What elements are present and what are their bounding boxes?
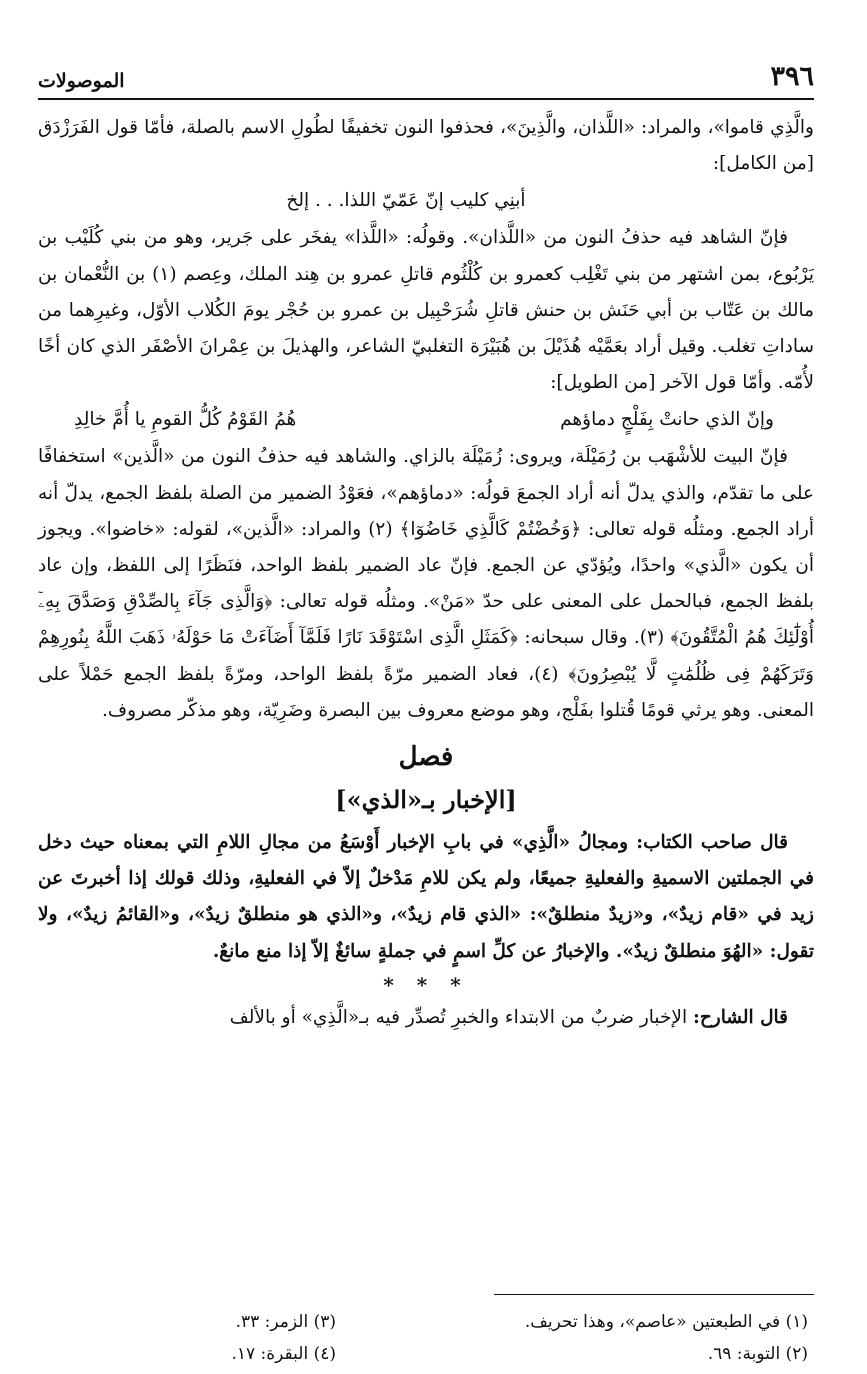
paragraph-3: فإنّ البيت للأشْهَب بن رُمَيْلَة، ويروى: زُمَيْلَة بالزاي. والشاهد فيه حذفُ النون من «الَّذين» استخفافًا على ما تقدّم، والذي يدلّ أنه أراد الجمعَ قولُه: «دماؤهم»، فعَوْدُ الضمير من الصلة بلفظ الجمع، يدلّ أنه أراد الجمع. ومثلُه قوله تعالى: ﴿وَخُضْتُمْ كَالَّذِي خَاضُوٓا﴾ (٢) والمراد: «الَّذين»، لقوله: «خاضوا». ويجوز أن يكون «الَّذي» واحدًا، ويُؤدّي عن الجمع. فإنّ عاد الضمير بلفظ الواحد، فنَظَرًا إلى اللفظ، وإن عاد بلفظ الجمع، فبالحمل على المعنى على حدّ «مَنْ». ومثلُه قوله تعالى: ﴿وَالَّذِى جَآءَ بِالصِّدْقِ وَصَدَّقَ بِهِۦٓ أُوْلَٰٓئِكَ هُمُ الْمُتَّقُونَ﴾ (٣). وقال سبحانه: ﴿كَمَثَلِ الَّذِى اسْتَوْقَدَ نَارًا فَلَمَّآ أَضَآءَتْ مَا حَوْلَهُۥ ذَهَبَ اللَّهُ بِنُورِهِمْ وَتَرَكَهُمْ فِى ظُلُمَٰتٍ لَّا يُبْصِرُونَ﴾ (٤)، فعاد الضمير مرّةً بلفظ الواحد، ومرّةً بلفظ الجمع حَمْلاً على المعنى. وهو يرثي قومًا قُتلوا بفَلْج، وهو موضع معروف بين البصرة وضَرِيّة، وهو مذكّر مصروف. xyxy=(38,446,814,721)
footnote-separator xyxy=(494,1294,814,1295)
page-number: ٣٩٦ xyxy=(770,61,814,92)
footnote-3: (٣) الزمر: ٣٣. xyxy=(235,1312,336,1332)
body-text xyxy=(38,110,814,1036)
sharh-label: قال الشارح: xyxy=(693,1006,788,1028)
verse-hemistich-left: هُمُ القَوْمُ كُلُّ القومِ يا أُمَّ خالِدِ xyxy=(74,409,297,431)
sharh-text: الإخبار ضربٌ من الابتداء والخبرِ تُصدِّر فيه بـ«الَّذِي» أو بالألف xyxy=(229,1006,688,1028)
verse-quote-1: أبنِي كليب إنّ عَمّيّ اللذا. . . إلخ xyxy=(286,190,526,212)
matn-paragraph: قال صاحب الكتاب: ومجالُ «الَّذِي» في بابِ الإخبار أَوْسَعُ من مجالِ اللامِ التي بمعناه حيث دخل في الجملتين الاسميةِ والفعليةِ جميعًا، ولم يكن للامِ مَدْخلٌ إلاّ في الفعليةِ، وذلك قولك إذا أخبرتَ عن زيد في «قام زيدٌ»، و«زيدٌ منطلقٌ»: «الذي قام زيدٌ»، و«الذي هو منطلقٌ زيدٌ»، و«القائمُ زيدٌ»، ولا تقول: «الهُوَ منطلقٌ زيدٌ». والإخبارُ عن كلِّ اسمٍ في جملةٍ سائغٌ إلاّ إذا منع مانعٌ. xyxy=(38,832,814,962)
running-title: الموصولات xyxy=(38,70,125,92)
footnote-1: (١) في الطبعتين «عاصم»، وهذا تحريف. xyxy=(524,1312,808,1332)
section-subtitle: [الإخبار بـ«الذي»] xyxy=(335,785,517,815)
section-title: فصل xyxy=(398,742,454,773)
footnote-4: (٤) البقرة: ١٧. xyxy=(231,1344,336,1364)
footnotes xyxy=(38,1308,814,1368)
separator-stars: * * * xyxy=(383,972,469,997)
paragraph-1: والَّذِي قاموا»، والمراد: «اللَّذان، والَّذِينَ»، فحذفوا النون تخفيفًا لطُولِ الاسم بالصلة، فأمّا قول الفَرَزْدَق [من الكامل]: xyxy=(38,117,814,175)
verse-quote-2 xyxy=(38,401,814,439)
page-header xyxy=(38,58,814,100)
paragraph-2: فإنّ الشاهد فيه حذفُ النون من «اللَّذان». وقولُه: «اللَّذا» يفخَر على جَرير، وهو من بني كُلَيْب بن يَرْبُوع، بمن اشتهر من بني تَغْلِب كعمرو بن كُلْثُوم قاتلِ عمرو بن هِند الملك، وعِصم (١) بن النُّعْمان بن مالك بن عَتّاب بن أبي حَنَش بن حنش قاتلِ شُرَحْبِيل بن عمرو بن حُجْر يومَ الكُلاب الأوّل، وغيرِهما من ساداتِ تغلب. وقيل أراد بعَمَّيْه هُذَيْلَ بن هُبَيْرَة التغلبيّ الشاعر، والهذيلَ بن عِمْرانَ الأصْفَر الذي كان أخًا لأُمّه. وأمّا قول الآخر [من الطويل]: xyxy=(38,227,815,394)
page xyxy=(38,58,815,1364)
footnote-2: (٢) التوبة: ٦٩. xyxy=(707,1344,808,1364)
verse-hemistich-right: وإنّ الذي حانتْ بِفَلْجٍ دماؤهم xyxy=(560,409,774,431)
sharh-paragraph xyxy=(38,1000,814,1036)
